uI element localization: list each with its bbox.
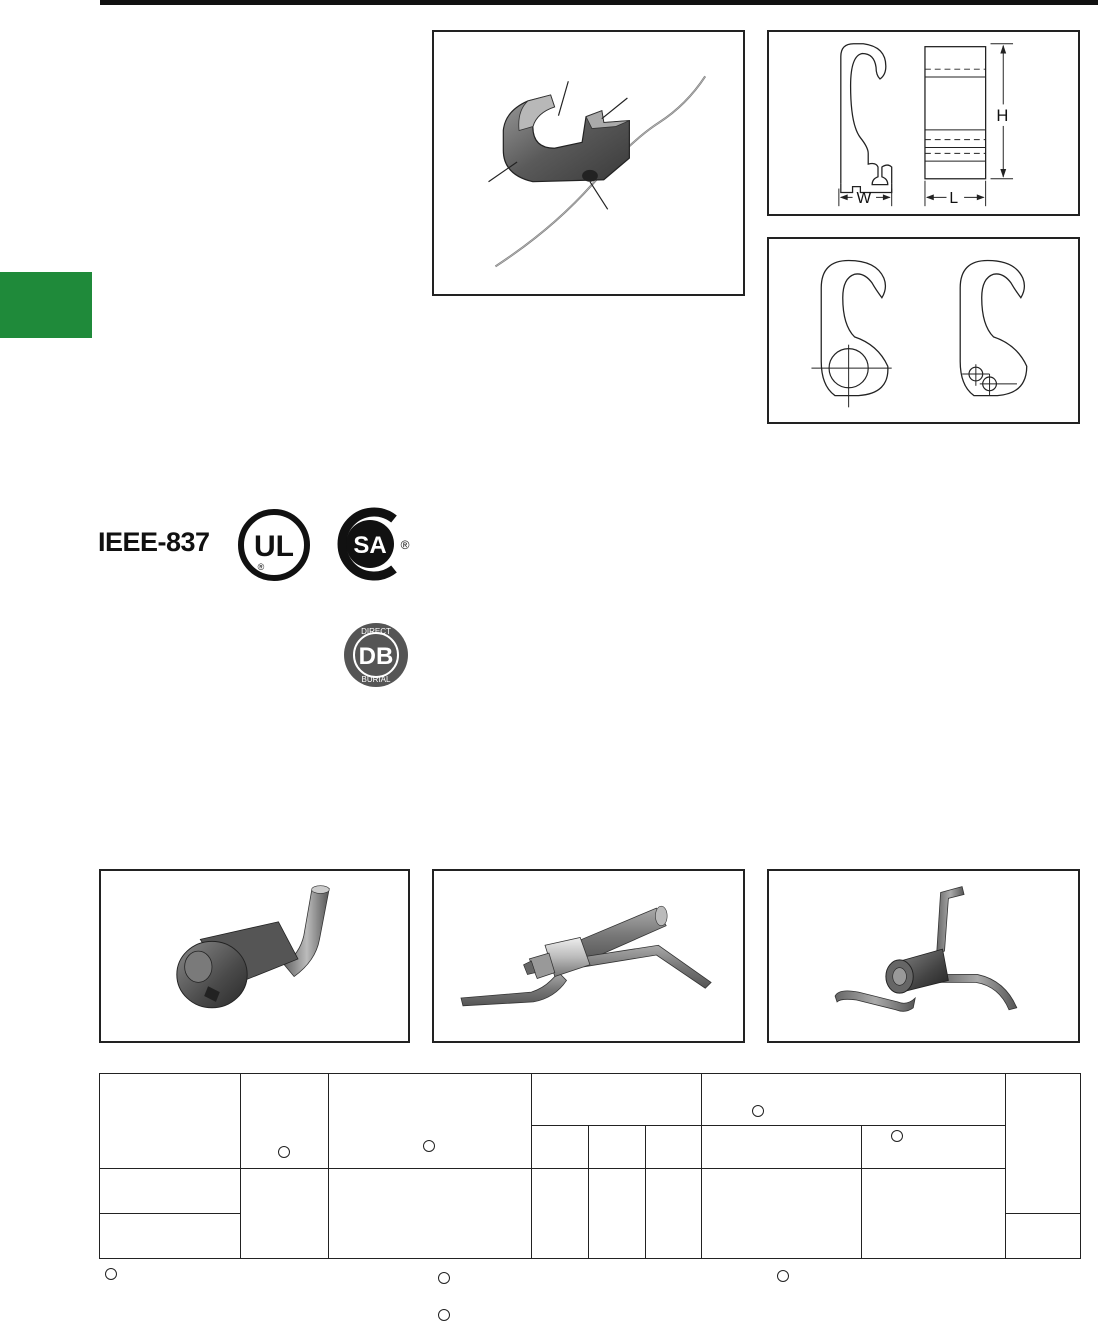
connector-photo-1 [101, 871, 408, 1041]
product-photo-1 [99, 869, 410, 1043]
dimension-drawing [767, 30, 1080, 216]
subheader-cell-2 [589, 1126, 646, 1169]
hook-section-drawing [767, 237, 1080, 424]
section-tab [0, 272, 92, 338]
table-cell [1006, 1214, 1081, 1259]
ul-registered-mark: ® [257, 562, 265, 572]
header-cell-5 [702, 1074, 1006, 1126]
connector-photo-3 [769, 871, 1078, 1041]
header-cell-4 [532, 1074, 702, 1126]
footnote-circle-marker [105, 1268, 117, 1280]
direct-burial-icon [341, 622, 411, 688]
table-cell [241, 1169, 329, 1259]
dimension-illustration [769, 32, 1078, 214]
table-cell [702, 1169, 862, 1259]
width-label: W [856, 190, 872, 208]
csa-registered-mark: ® [400, 538, 410, 552]
header-cell-3 [329, 1074, 532, 1169]
table-cell [329, 1169, 532, 1259]
ul-logo-icon [236, 508, 312, 582]
height-label: H [996, 106, 1009, 126]
footnote-circle-marker [438, 1272, 450, 1284]
circle-marker [423, 1140, 435, 1152]
header-cell-2 [241, 1074, 329, 1169]
product-photo-3 [767, 869, 1080, 1043]
spec-table-header-row-1 [100, 1074, 1081, 1126]
top-rule [100, 0, 1098, 5]
spec-table [99, 1073, 1081, 1259]
header-cell-1 [100, 1074, 241, 1169]
ieee-837-label: IEEE-837 [98, 527, 210, 557]
product-photo-2 [432, 869, 745, 1043]
length-label: L [949, 190, 959, 208]
subheader-cell-5 [862, 1126, 1006, 1169]
direct-burial-top-text: DIRECT [361, 627, 391, 636]
circle-marker [891, 1130, 903, 1142]
table-cell [100, 1214, 241, 1259]
circle-marker [278, 1146, 290, 1158]
spec-table-row [100, 1169, 1081, 1214]
header-cell-6 [1006, 1074, 1081, 1214]
direct-burial-center-text: DB [358, 643, 394, 670]
footnote-circle-marker [777, 1270, 789, 1282]
table-cell [532, 1169, 589, 1259]
csa-logo-text: SA [353, 532, 387, 559]
hook-section-illustration [769, 239, 1078, 422]
subheader-cell-1 [532, 1126, 589, 1169]
subheader-cell-4 [702, 1126, 862, 1169]
csa-logo-icon [334, 505, 414, 583]
circle-marker [752, 1105, 764, 1117]
table-cell [646, 1169, 702, 1259]
footnote-circle-marker [438, 1309, 450, 1321]
subheader-cell-3 [646, 1126, 702, 1169]
table-cell [589, 1169, 646, 1259]
connector-photo-2 [434, 871, 743, 1041]
table-cell [862, 1169, 1006, 1259]
table-cell [100, 1169, 241, 1214]
direct-burial-bottom-text: BURIAL [361, 675, 391, 684]
connector-illustration [434, 32, 743, 294]
ul-logo-text: UL [254, 530, 294, 563]
connector-figure [432, 30, 745, 296]
